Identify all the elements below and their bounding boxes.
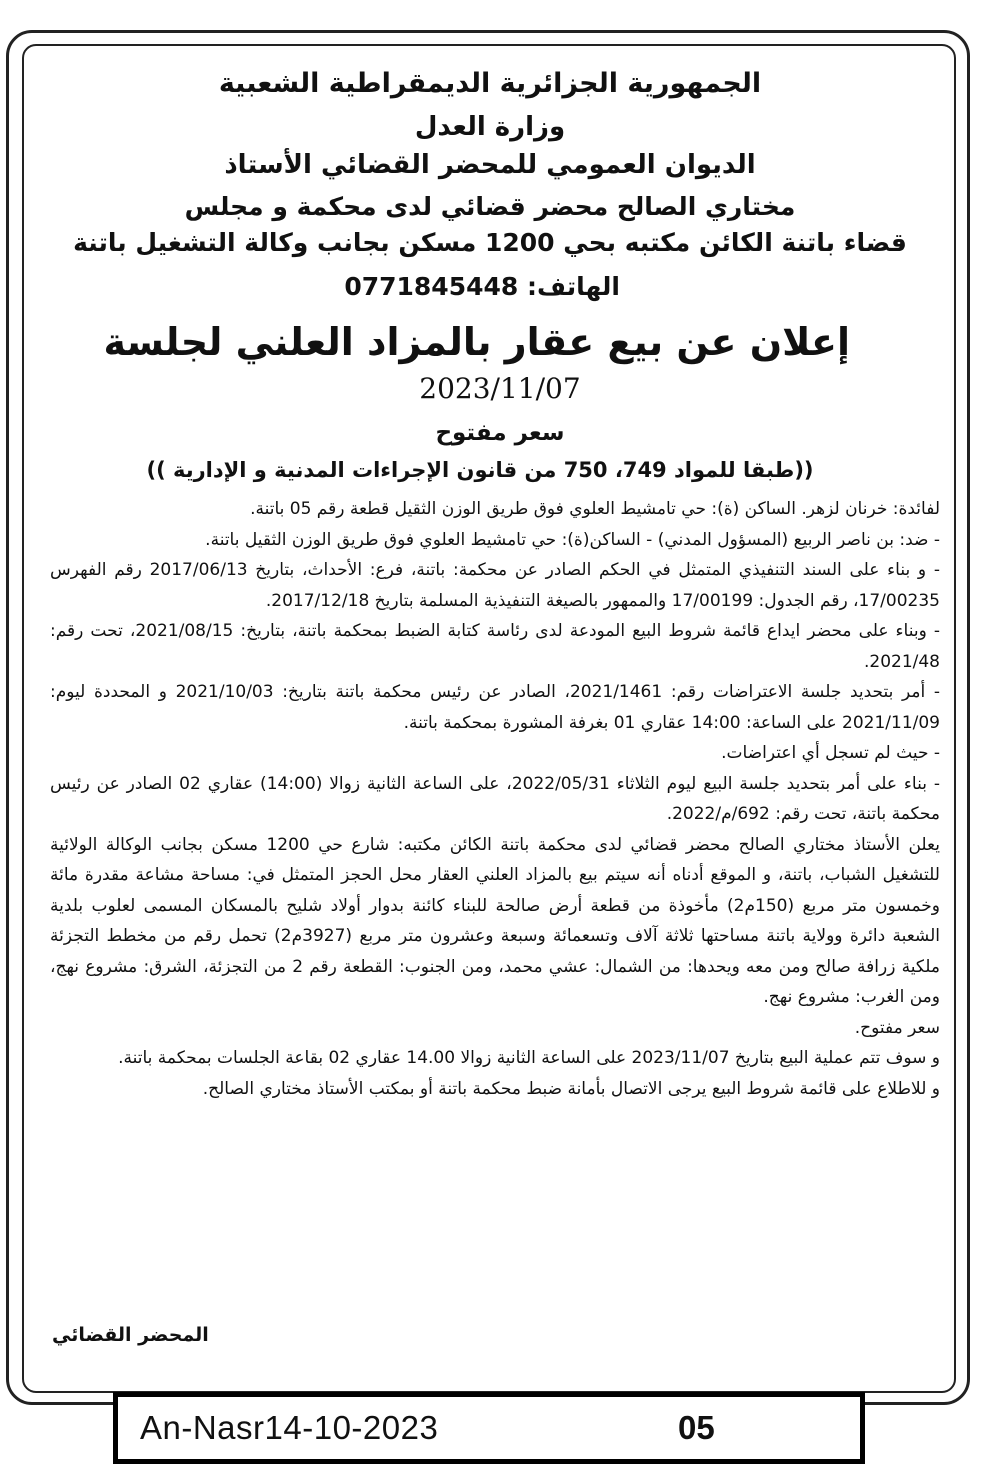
notice-law-reference: ((طبقا للمواد 749، 750 من قانون الإجراءات المدنية و الإدارية )) xyxy=(146,458,814,482)
body-no-objections: - حيث لم تسجل أي اعتراضات. xyxy=(721,743,940,763)
body-sale-order: - بناء على أمر بتحديد جلسة البيع ليوم الثلاثاء 2022/05/31، على الساعة الثانية زوالا (14:00) عقاري 02 الصادر عن رئيس محكمة باتنة، تحت رقم: 692/م/2022. xyxy=(50,773,940,824)
notice-body xyxy=(50,494,940,1104)
notice-price: سعر مفتوح xyxy=(435,420,565,446)
footer-box xyxy=(113,1392,865,1464)
body-against: - ضد: بن ناصر الربيع (المسؤول المدني) - الساكن(ة): حي تامشيط العلوي فوق طريق الوزن الثقيل باتنة. xyxy=(205,529,940,550)
header-phone: الهاتف: 0771845448 xyxy=(344,272,620,301)
header-bailiff: مختاري الصالح محضر قضائي لدى محكمة و مجلس xyxy=(184,192,796,221)
notice-date: 2023/11/07 xyxy=(419,372,581,405)
header-address: قضاء باتنة الكائن مكتبه بحي 1200 مسكن بجانب وكالة التشغيل باتنة xyxy=(73,228,907,257)
header-ministry: وزارة العدل xyxy=(414,112,566,142)
header-republic: الجمهورية الجزائرية الديمقراطية الشعبية xyxy=(218,68,762,99)
body-open-price: سعر مفتوح. xyxy=(854,1017,940,1038)
footer-page-number: 05 xyxy=(678,1409,715,1446)
body-beneficiary: لفائدة: خرنان لزهر. الساكن (ة): حي تامشيط العلوي فوق طريق الوزن الثقيل قطعة رقم 05 باتنة. xyxy=(250,499,940,519)
body-deposit: - وبناء على محضر ايداع قائمة شروط البيع المودعة لدى رئاسة كتابة الضبط بمحكمة باتنة، بتاريخ: 2021/08/15، تحت رقم: 2021/48. xyxy=(50,621,940,672)
body-property-description: يعلن الأستاذ مختاري الصالح محضر قضائي لدى محكمة باتنة الكائن مكتبه: شارع حي 1200 مسكن بجانب الوكالة الولائية للتشغيل الشباب، باتنة، و الموقع أدناه أنه سيتم بيع بالمزاد العلني العقار محل الحجز المتمثل في: مساحة مشاعة مقدرة مائة وخمسون متر مربع (150م2) مأخوذة من قطعة أرض صالحة للبناء كائنة بدوار أولاد شليح بالمسكان المسمى لعلوب بلدية الشعبة دائرة وولاية باتنة مساحتها ثلاثة آلاف وتسعمائة وسبعة وعشرون متر مربع (3927م2) تحمل رقم من مخطط التجزئة ملكية زرافة صالح ومن معه ويحدها: من الشمال: عشي محمد، ومن الجنوب: القطعة رقم 2 من التجزئة، الشرق: مشروع نهج، ومن الغرب: مشروع نهج. xyxy=(50,834,941,1007)
body-judgment: - و بناء على السند التنفيذي المتمثل في الحكم الصادر عن محكمة: باتنة، فرع: الأحداث، بتاريخ 2017/06/13 رقم الفهرس 17/00235، رقم الجدول: 17/00199 والممهور بالصيغة التنفيذية المسلمة بتاريخ 2017/12/18. xyxy=(50,560,940,611)
body-contact: و للاطلاع على قائمة شروط البيع يرجى الاتصال بأمانة ضبط محكمة باتنة أو بمكتب الأستاذ مختاري الصالح. xyxy=(202,1078,940,1099)
header-office: الديوان العمومي للمحضر القضائي الأستاذ xyxy=(224,150,756,180)
footer-publication: An-Nasr14-10-2023 xyxy=(140,1409,439,1446)
signature: المحضر القضائي xyxy=(52,1324,209,1346)
body-sale-date: و سوف تتم عملية البيع بتاريخ 2023/11/07 على الساعة الثانية زوالا 14.00 عقاري 02 بقاعة الجلسات بمحكمة باتنة. xyxy=(118,1048,940,1068)
notice-title: إعلان عن بيع عقار بالمزاد العلني لجلسة xyxy=(103,320,850,364)
body-objections-order: - أمر بتحديد جلسة الاعتراضات رقم: 2021/1461، الصادر عن رئيس محكمة باتنة بتاريخ: 2021/10/03 و المحددة ليوم: 2021/11/09 على الساعة: 14:00 عقاري 01 بغرفة المشورة بمحكمة باتنة. xyxy=(50,682,940,733)
